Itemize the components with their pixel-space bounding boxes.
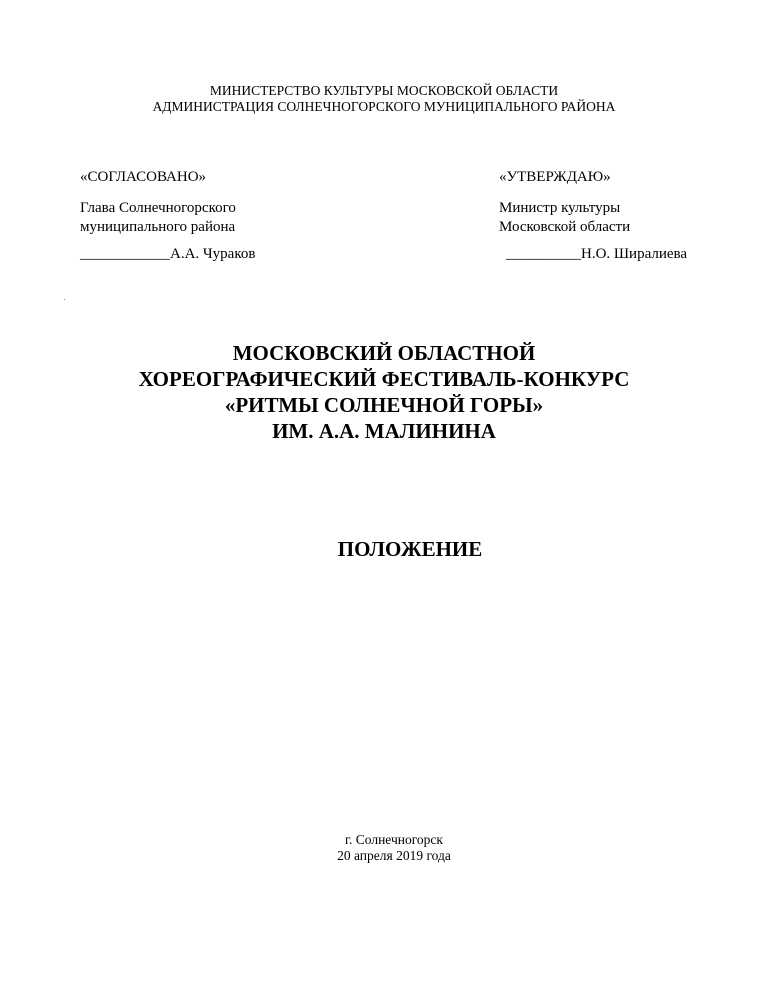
approve-position-line1: Министр культуры [499,200,621,216]
title-line-4: ИМ. А.А. МАЛИНИНА [272,419,496,443]
document-header [0,83,768,115]
administration-line: АДМИНИСТРАЦИЯ СОЛНЕЧНОГОРСКОГО МУНИЦИПАЛЬНОГО РАЙОНА [152,99,616,114]
ministry-line: МИНИСТЕРСТВО КУЛЬТУРЫ МОСКОВСКОЙ ОБЛАСТИ [209,83,559,98]
agreed-label: «СОГЛАСОВАНО» [80,169,207,185]
title-line-2: ХОРЕОГРАФИЧЕСКИЙ ФЕСТИВАЛЬ-КОНКУРС [138,367,630,391]
approval-block-agreed [80,168,255,264]
document-footer [0,832,768,864]
agreed-signature-line: ____________А.А. Чураков [80,246,256,262]
approve-position-line2: Московской области [499,219,631,235]
agreed-position-line2: муниципального района [80,219,236,235]
document-type-heading: ПОЛОЖЕНИЕ [337,537,483,561]
approve-signature-line: __________Н.О. Ширалиева [506,246,688,262]
stray-dot-mark [64,299,65,300]
agreed-position-line1: Глава Солнечногорского [80,200,236,216]
festival-title [0,340,768,444]
footer-date: 20 апреля 2019 года [337,848,451,863]
footer-city: г. Солнечногорск [345,832,443,847]
approval-block-approve [499,168,687,264]
title-line-1: МОСКОВСКИЙ ОБЛАСТНОЙ [232,341,536,365]
approve-label: «УТВЕРЖДАЮ» [499,169,611,185]
title-line-3: «РИТМЫ СОЛНЕЧНОЙ ГОРЫ» [224,393,544,417]
